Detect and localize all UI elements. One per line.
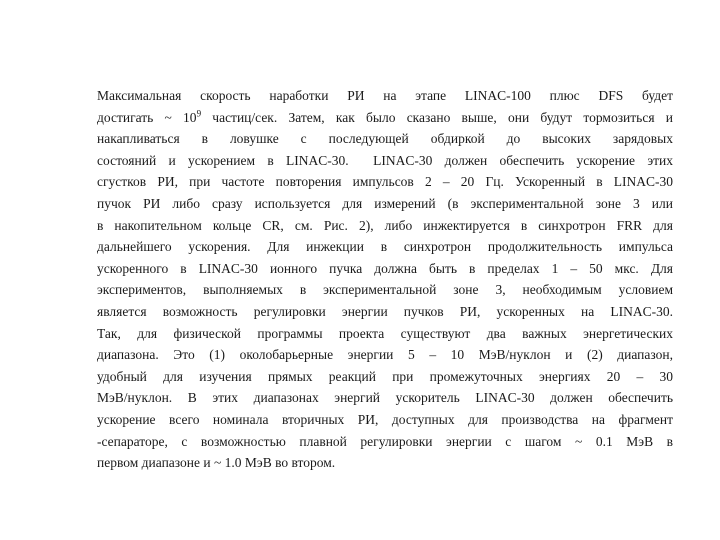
paragraph-line-14: удобный для изучения прямых реакций при промежуточных энергиях 20 – 30 [97, 368, 673, 384]
paragraph-line-10: экспериментов, выполняемых в экспериментальной зоне 3, необходимым условием [97, 282, 673, 298]
paragraph-line-4: состояний и ускорением в LINAC-30. LINAC-30 должен обеспечить ускорение этих [97, 152, 673, 168]
paragraph-line-5: сгустков РИ, при частоте повторения импульсов 2 – 20 Гц. Ускоренный в LINAC-30 [97, 174, 673, 190]
paragraph-line-13: диапазона. Это (1) околобарьерные энергии 5 – 10 МэВ/нуклон и (2) диапазон, [97, 347, 673, 363]
paragraph-line-16: ускорение всего номинала вторичных РИ, доступных для производства на фрагмент [97, 411, 673, 427]
paragraph-line-7: в накопительном кольце CR, см. Рис. 2), либо инжектируется в синхротрон FRR для [97, 217, 673, 233]
paragraph-line-18: первом диапазоне и ~ 1.0 МэВ во втором. [97, 455, 336, 471]
paragraph-line-8: дальнейшего ускорения. Для инжекции в синхротрон продолжительность импульса [97, 239, 673, 255]
exponent-superscript: 9 [196, 108, 202, 119]
paragraph-line-11: является возможность регулировки энергии пучков РИ, ускоренных на LINAC-30. [97, 303, 673, 319]
paragraph-line-15: МэВ/нуклон. В этих диапазонах энергий ускоритель LINAC-30 должен обеспечить [97, 390, 673, 406]
paragraph-line-17: -сепараторе, с возможностью плавной регулировки энергии с шагом ~ 0.1 МэВ в [97, 433, 673, 449]
paragraph-line-2: достигать ~ $10^9$ частиц/сек. Затем, как было сказано выше, они будут тормозиться и [97, 108, 673, 125]
paragraph-line-9: ускоренного в LINAC-30 ионного пучка должна быть в пределах 1 – 50 мкс. Для [97, 260, 673, 276]
paragraph-line-1: Максимальная скорость наработки РИ на этапе LINAC-100 плюс DFS будет [97, 88, 673, 103]
paragraph-line-3: накапливаться в ловушке с последующей обдиркой до высоких зарядовых [97, 131, 673, 147]
paragraph-line-6: пучок РИ либо сразу используется для измерений (в экспериментальной зоне 3 или [97, 195, 673, 211]
body-paragraph [97, 85, 673, 474]
paragraph-line-12: Так, для физической программы проекта существуют два важных энергетических [97, 325, 673, 341]
